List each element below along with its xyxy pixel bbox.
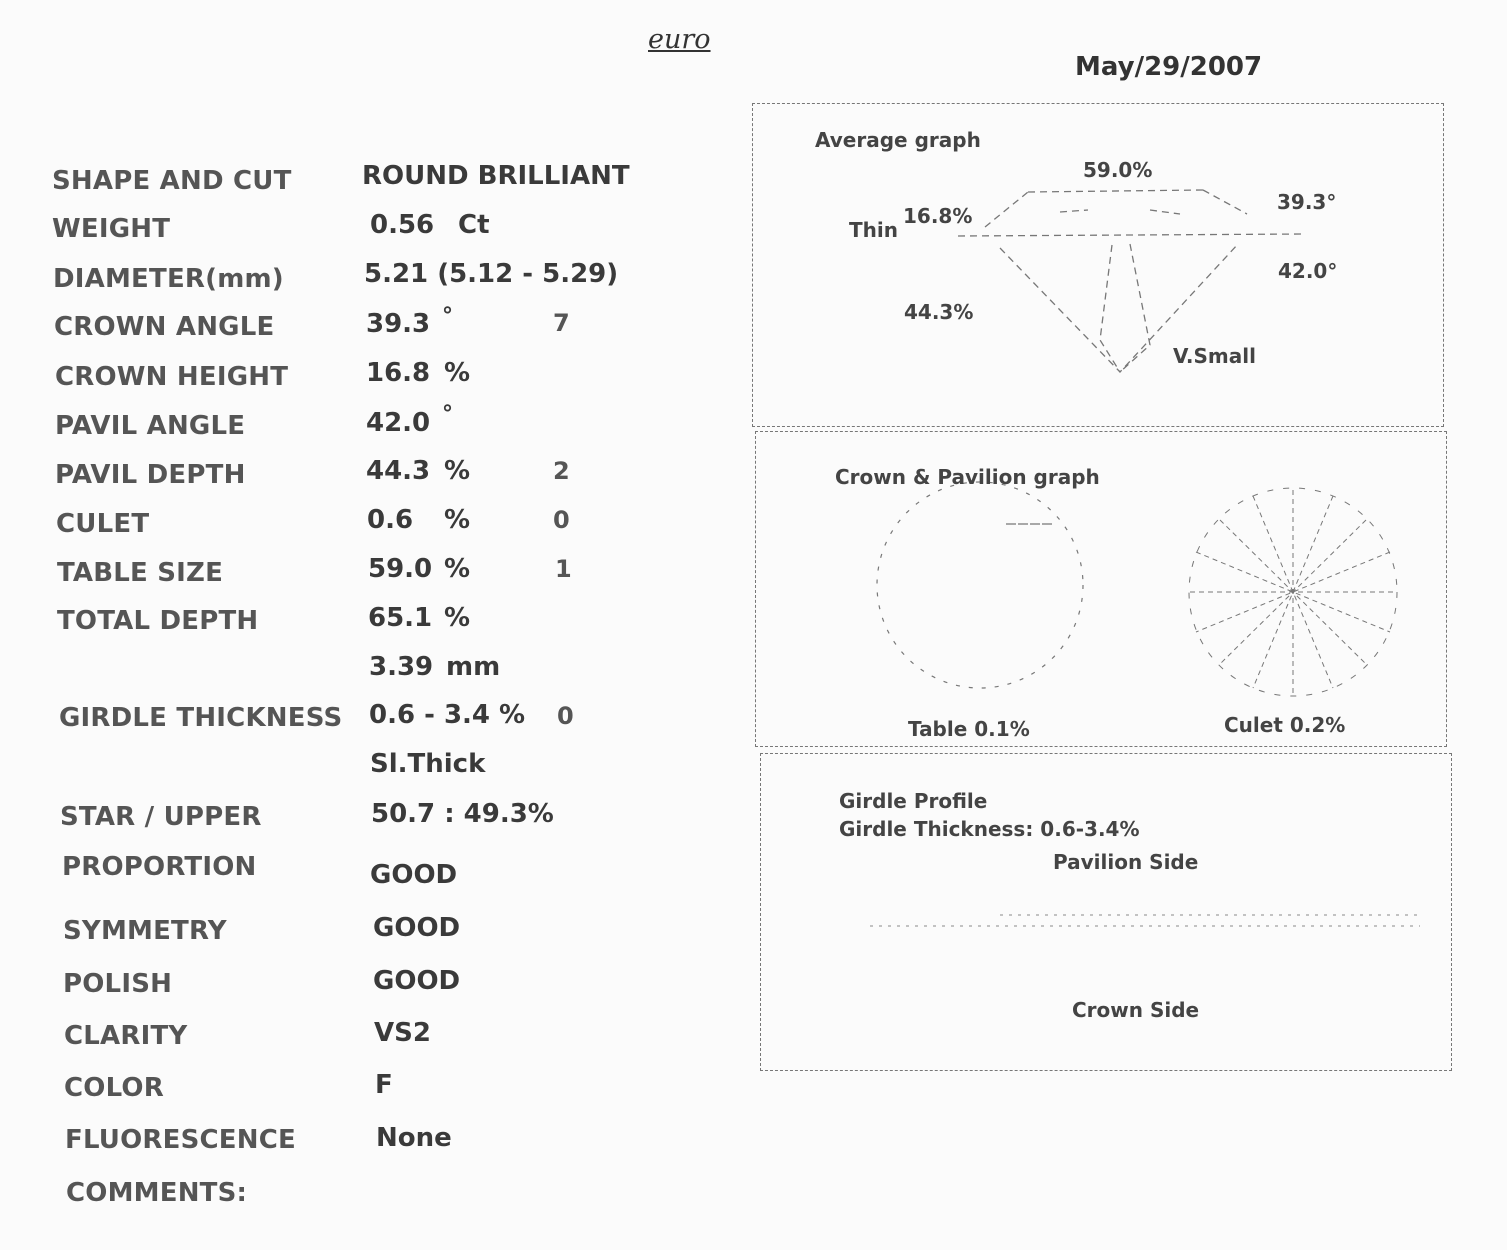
label-color: COLOR — [64, 1073, 164, 1103]
value-shape-and-cut: ROUND BRILLIANT — [362, 161, 630, 191]
label-shape-and-cut: SHAPE AND CUT — [52, 166, 292, 196]
label-clarity: CLARITY — [64, 1021, 188, 1051]
value-pavil-angle: 42.0 — [366, 408, 431, 438]
value-girdle-description: Sl.Thick — [370, 749, 486, 779]
girdle-label: Thin — [849, 218, 898, 242]
value-table-size: 59.0 — [368, 554, 433, 584]
label-weight: WEIGHT — [52, 214, 171, 244]
pavilion-side-label: Pavilion Side — [1053, 850, 1199, 874]
label-fluorescence: FLUORESCENCE — [65, 1125, 296, 1155]
unit-weight: Ct — [458, 210, 490, 240]
culet-offset-label: Culet 0.2% — [1224, 713, 1346, 737]
girdle-line — [958, 234, 1305, 236]
label-girdle-thickness: GIRDLE THICKNESS — [59, 703, 343, 733]
value-color: F — [375, 1070, 393, 1100]
label-polish: POLISH — [63, 969, 173, 999]
grade-crown-angle: 7 — [553, 309, 570, 337]
table-offset-label: Table 0.1% — [908, 717, 1030, 741]
label-total-depth: TOTAL DEPTH — [57, 606, 259, 636]
table-pct-label: 59.0% — [1083, 158, 1153, 182]
label-culet: CULET — [56, 509, 150, 539]
crown-facet-right — [1150, 210, 1180, 214]
girdle-thickness-label: Girdle Thickness: 0.6-3.4% — [839, 817, 1140, 841]
label-symmetry: SYMMETRY — [63, 916, 227, 946]
girdle-profile-trace — [870, 915, 1420, 926]
table-line — [1028, 190, 1203, 192]
grade-pavil-depth: 2 — [553, 457, 570, 485]
culet-size-label: V.Small — [1173, 344, 1256, 368]
value-total-depth: 65.1 — [368, 603, 433, 633]
crown-pavilion-title: Crown & Pavilion graph — [835, 465, 1100, 489]
value-symmetry: GOOD — [373, 913, 461, 943]
unit-pavil-angle: ° — [442, 402, 453, 427]
value-girdle-thickness: 0.6 - 3.4 — [369, 700, 491, 730]
unit-table-size: % — [444, 554, 471, 584]
unit-total-depth: % — [444, 603, 471, 633]
value-clarity: VS2 — [374, 1018, 431, 1048]
crown-right — [1203, 190, 1247, 214]
label-crown-angle: CROWN ANGLE — [54, 312, 275, 342]
unit-total-depth-mm: mm — [446, 652, 501, 682]
grade-table-size: 1 — [555, 555, 572, 583]
value-crown-angle: 39.3 — [366, 309, 431, 339]
value-pavil-depth: 44.3 — [366, 456, 431, 486]
pavilion-facet-right — [1120, 244, 1150, 372]
pavilion-angle-label: 42.0° — [1278, 259, 1338, 283]
report-title: euro — [648, 24, 711, 55]
value-proportion: GOOD — [370, 860, 458, 890]
label-table-size: TABLE SIZE — [57, 558, 224, 588]
crown-angle-label: 39.3° — [1277, 190, 1337, 214]
pavilion-depth-label: 44.3% — [904, 300, 974, 324]
value-crown-height: 16.8 — [366, 358, 431, 388]
value-polish: GOOD — [373, 966, 461, 996]
crown-circle-diagram — [877, 482, 1083, 688]
unit-pavil-depth: % — [444, 456, 471, 486]
label-star-upper: STAR / UPPER — [60, 802, 262, 832]
grade-culet: 0 — [553, 506, 570, 534]
value-weight: 0.56 — [370, 210, 435, 240]
label-crown-height: CROWN HEIGHT — [55, 362, 289, 392]
girdle-profile-title: Girdle Profile — [839, 789, 988, 813]
grade-girdle-thickness: 0 — [557, 702, 574, 730]
value-diameter: 5.21 (5.12 - 5.29) — [364, 259, 619, 289]
average-graph-title: Average graph — [815, 128, 981, 152]
label-comments: COMMENTS: — [66, 1178, 248, 1208]
crown-facet-left — [1060, 210, 1088, 212]
crown-left — [985, 192, 1028, 227]
label-pavil-depth: PAVIL DEPTH — [55, 460, 246, 490]
value-fluorescence: None — [376, 1123, 452, 1153]
unit-crown-height: % — [444, 358, 471, 388]
value-culet: 0.6 — [367, 505, 414, 535]
label-pavil-angle: PAVIL ANGLE — [55, 411, 246, 441]
value-star-upper: 50.7 : 49.3% — [371, 799, 554, 829]
crown-side-label: Crown Side — [1072, 998, 1200, 1022]
unit-culet: % — [444, 505, 471, 535]
label-diameter: DIAMETER(mm) — [53, 264, 284, 294]
pavilion-facet-left — [1100, 245, 1120, 372]
report-date: May/29/2007 — [1075, 52, 1263, 82]
crown-height-label: 16.8% — [903, 204, 973, 228]
unit-crown-angle: ° — [442, 304, 453, 329]
unit-girdle-thickness: % — [499, 700, 526, 730]
pavilion-circle-diagram — [1189, 488, 1397, 696]
label-proportion: PROPORTION — [62, 852, 257, 882]
value-total-depth-mm: 3.39 — [369, 652, 434, 682]
